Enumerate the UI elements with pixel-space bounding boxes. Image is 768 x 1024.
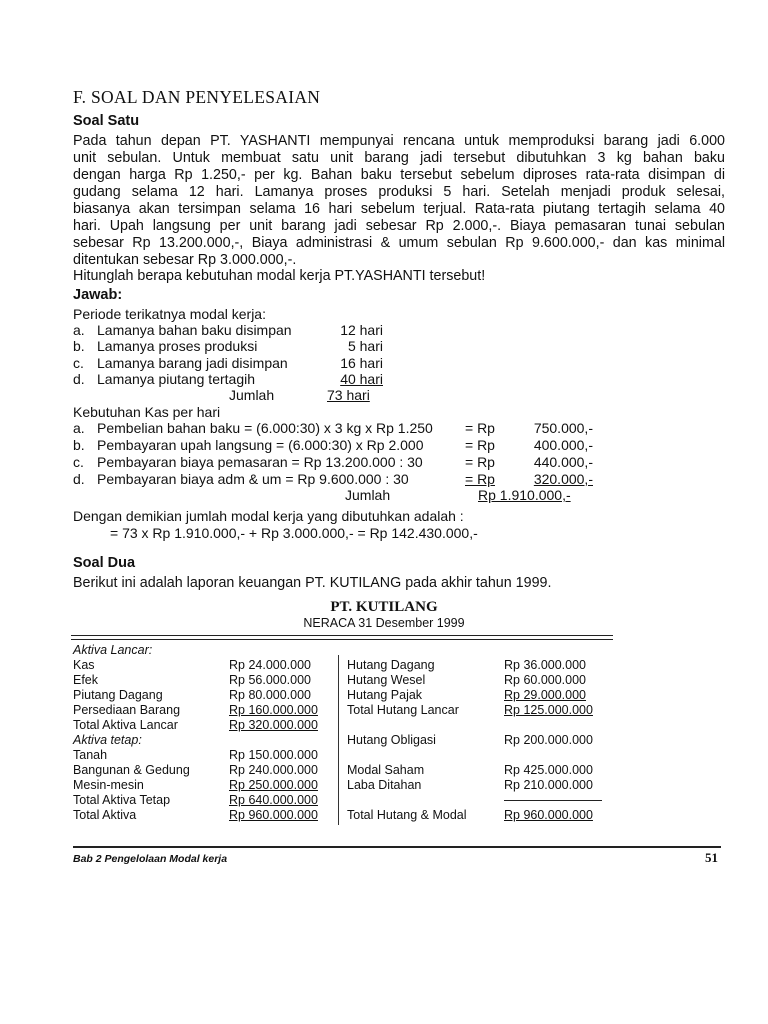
kas-letter: b.: [73, 437, 85, 453]
asset-amount: Rp 240.000.000: [229, 763, 318, 777]
liability-amount: Rp 29.000.000: [504, 688, 587, 702]
periode-total-label: Jumlah: [229, 387, 275, 403]
asset-label: Bangunan & Gedung: [73, 763, 190, 777]
asset-label: Piutang Dagang: [73, 688, 163, 702]
liability-amount: Rp 60.000.000: [504, 673, 587, 687]
liability-subtotal-label: Total Hutang Lancar: [347, 703, 459, 717]
table-top-rule: [71, 639, 613, 640]
periode-value: 12 hari: [340, 322, 383, 338]
periode-letter: c.: [73, 355, 84, 371]
asset-label: Persediaan Barang: [73, 703, 181, 717]
kas-label: Pembayaran upah langsung = (6.000:30) x Rp 2.000: [97, 437, 424, 453]
liability-label: Hutang Pajak: [347, 688, 423, 702]
assets-group-label: Aktiva Lancar:: [73, 643, 153, 657]
liability-amount: Rp 36.000.000: [504, 658, 587, 672]
kas-amount: 440.000,-: [533, 454, 593, 470]
paragraph-line: gudang selama 12 hari. Lamanya proses produksi 5 hari. Setelah menjadi produk selesai,: [73, 184, 725, 200]
liability-total-label: Total Hutang & Modal: [347, 808, 467, 822]
asset-amount: Rp 56.000.000: [229, 673, 312, 687]
periode-value: 40 hari: [340, 371, 383, 387]
asset-total-label: Total Aktiva: [73, 808, 137, 822]
kas-row: [73, 437, 593, 454]
periode-value: 5 hari: [347, 338, 383, 354]
liability-label: Hutang Dagang: [347, 658, 435, 672]
table-column-divider: [338, 655, 339, 825]
conclusion-line-1: Dengan demikian jumlah modal kerja yang dibutuhkan adalah :: [73, 508, 464, 524]
paragraph-line: biasanya akan tersimpan selama 16 hari sebelum terjual. Rata-rata piutang tertagih selama 40: [73, 201, 725, 217]
asset-label: Tanah: [73, 748, 108, 762]
equity-amount: Rp 425.000.000: [504, 763, 593, 777]
asset-label: Kas: [73, 658, 95, 672]
paragraph-line: Pada tahun depan PT. YASHANTI mempunyai rencana untuk memproduksi barang jadi 6.000: [73, 133, 725, 149]
kas-amount: 400.000,-: [533, 437, 593, 453]
equity-amount: Rp 210.000.000: [504, 778, 593, 792]
page-number: 51: [705, 850, 718, 865]
kas-label: Pembayaran biaya adm & um = Rp 9.600.000 : 30: [97, 471, 409, 487]
kas-label: Pembayaran biaya pemasaran = Rp 13.200.000 : 30: [97, 454, 423, 470]
asset-label: Efek: [73, 673, 99, 687]
asset-label: Mesin-mesin: [73, 778, 144, 792]
jawab-heading: Jawab:: [73, 287, 123, 303]
kas-letter: a.: [73, 420, 85, 436]
asset-subtotal-amount: Rp 320.000.000: [229, 718, 318, 732]
periode-value: 16 hari: [340, 355, 383, 371]
kas-eq: = Rp: [465, 471, 495, 487]
kas-letter: c.: [73, 454, 84, 470]
periode-total-value: 73 hari: [327, 387, 370, 403]
liability-label: Hutang Obligasi: [347, 733, 436, 747]
section-heading: F. SOAL DAN PENYELESAIAN: [73, 87, 321, 107]
kas-row: [73, 454, 593, 471]
asset-amount: Rp 250.000.000: [229, 778, 318, 792]
kas-title: Kebutuhan Kas per hari: [73, 404, 221, 420]
paragraph-line: unit sebulan. Untuk membuat satu unit barang jadi tersebut dibutuhkan 3 kg bahan baku: [73, 150, 725, 166]
equity-label: Modal Saham: [347, 763, 425, 777]
paragraph-line: hari. Upah langsung per unit barang jadi sebesar Rp 2.000,-. Biaya pemasaran tunai sebulan: [73, 218, 725, 234]
periode-row: [73, 338, 383, 355]
asset-amount: Rp 160.000.000: [229, 703, 318, 717]
assets-group-label: Aktiva tetap:: [73, 733, 142, 747]
balance-sheet-company: PT. KUTILANG: [330, 599, 438, 615]
asset-amount: Rp 24.000.000: [229, 658, 312, 672]
kas-label: Pembelian bahan baku = (6.000:30) x 3 kg x Rp 1.250: [97, 420, 433, 436]
periode-row: [73, 355, 383, 372]
asset-subtotal-label: Total Aktiva Lancar: [73, 718, 178, 732]
footer-rule: [73, 846, 721, 848]
periode-row: [73, 322, 383, 339]
kas-row: [73, 420, 593, 437]
periode-label: Lamanya barang jadi disimpan: [97, 355, 288, 371]
kas-total-label: Jumlah: [345, 487, 391, 503]
periode-label: Lamanya piutang tertagih: [97, 371, 255, 387]
kas-amount: 320.000,-: [533, 471, 593, 487]
liability-amount: Rp 200.000.000: [504, 733, 593, 747]
asset-amount: Rp 80.000.000: [229, 688, 312, 702]
periode-title: Periode terikatnya modal kerja:: [73, 306, 266, 322]
kas-letter: d.: [73, 471, 85, 487]
equity-label: Laba Ditahan: [347, 778, 422, 792]
soal-satu-paragraph: [73, 133, 725, 269]
soal-dua-intro: Berikut ini adalah laporan keuangan PT. KUTILANG pada akhir tahun 1999.: [73, 575, 552, 591]
periode-label: Lamanya proses produksi: [97, 338, 258, 354]
liability-label: Hutang Wesel: [347, 673, 426, 687]
paragraph-line: dengan harga Rp 1.250,- per kg. Bahan baku tersebut sebelum diproses rata-rata disimpan di: [73, 167, 725, 183]
paragraph-line: ditentukan sebesar Rp 3.000.000,-.: [73, 252, 297, 268]
periode-label: Lamanya bahan baku disimpan: [97, 322, 292, 338]
periode-letter: d.: [73, 371, 85, 387]
soal-satu-title: Soal Satu: [73, 113, 140, 129]
sum-rule: [504, 800, 602, 801]
kas-amount: 750.000,-: [533, 420, 593, 436]
kas-eq: = Rp: [465, 420, 495, 436]
asset-subtotal-label: Total Aktiva Tetap: [73, 793, 171, 807]
periode-row: [73, 371, 383, 388]
liability-total-amount: Rp 960.000.000: [504, 808, 593, 822]
asset-total-amount: Rp 960.000.000: [229, 808, 318, 822]
balance-sheet-subtitle: NERACA 31 Desember 1999: [303, 616, 465, 630]
kas-eq: = Rp: [465, 454, 495, 470]
soal-satu-question: Hitunglah berapa kebutuhan modal kerja PT.YASHANTI tersebut!: [73, 268, 486, 284]
kas-eq: = Rp: [465, 437, 495, 453]
footer-chapter: Bab 2 Pengelolaan Modal kerja: [73, 853, 228, 865]
asset-amount: Rp 150.000.000: [229, 748, 318, 762]
table-top-rule: [71, 635, 613, 636]
kas-row: [73, 471, 593, 488]
liability-subtotal-amount: Rp 125.000.000: [504, 703, 593, 717]
asset-subtotal-amount: Rp 640.000.000: [229, 793, 318, 807]
conclusion-line-2: = 73 x Rp 1.910.000,- + Rp 3.000.000,- = Rp 142.430.000,-: [110, 525, 478, 541]
periode-letter: a.: [73, 322, 85, 338]
periode-letter: b.: [73, 338, 85, 354]
kas-total-value: Rp 1.910.000,-: [478, 487, 571, 503]
soal-dua-title: Soal Dua: [73, 555, 136, 571]
paragraph-line: sebesar Rp 13.200.000,-, Biaya administrasi & umum sebulan Rp 9.600.000,- dan kas minimal: [73, 235, 725, 251]
